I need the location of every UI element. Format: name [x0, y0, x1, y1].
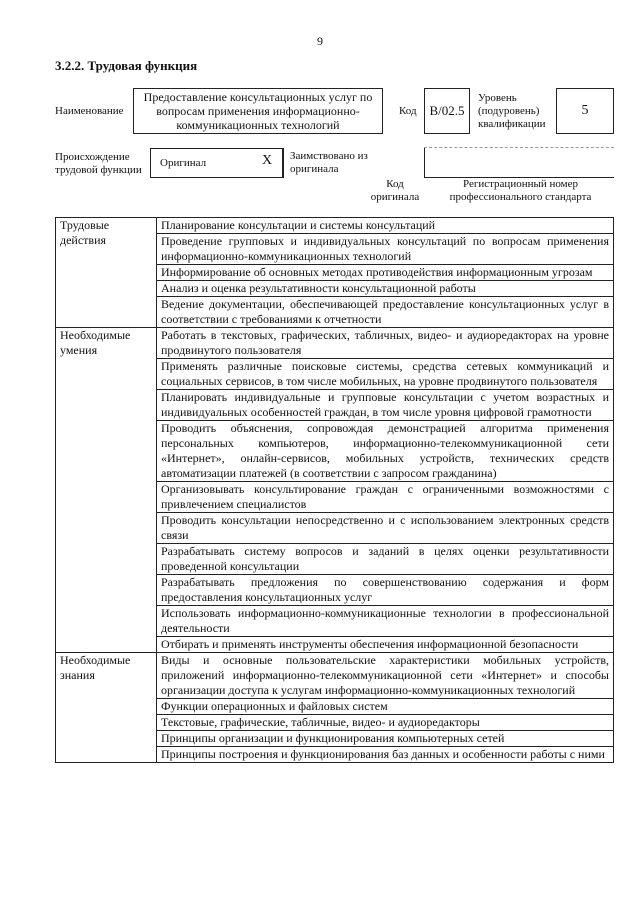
name-label: Наименование — [55, 105, 124, 117]
table-row — [56, 218, 614, 234]
level-label: Уровень (подуровень) квалификации — [478, 92, 546, 130]
original-label: Оригинал — [160, 157, 207, 169]
table-cell: Организовывать консультирование граждан с ограниченными возможностями с привлечением специалистов — [157, 482, 614, 513]
table-cell: Проводить консультации непосредственно и с использованием электронных средств связи — [157, 513, 614, 544]
table-cell: Функции операционных и файловых систем — [157, 699, 614, 715]
table-cell: Проводить объяснения, сопровождая демонстрацией алгоритма применения персональных компьютеров, информационно-телекоммуникационной сети «Интернет», онлайн-сервисов, мобильных устройств, технических средств автоматизации платежей (в соответствии с запросом гражданина) — [157, 421, 614, 482]
divider — [283, 148, 284, 178]
table-cell: Планирование консультации и системы консультаций — [157, 218, 614, 234]
function-code-box: B/02.5 — [424, 88, 470, 134]
table-cell: Информирование об основных методах противодействия информационным угрозам — [157, 265, 614, 281]
section-title: 3.2.2. Трудовая функция — [55, 58, 198, 73]
origin-label: Происхождение трудовой функции — [55, 151, 142, 176]
table-cell: Текстовые, графические, табличные, видео- и аудиоредакторы — [157, 715, 614, 731]
table-cell: Работать в текстовых, графических, табличных, видео- и аудиоредакторах на уровне продвинутого пользователя — [157, 328, 614, 359]
table-cell: Ведение документации, обеспечивающей предоставление консультационных услуг в соответствии с требованиями к отчетности — [157, 297, 614, 328]
divider — [424, 147, 614, 148]
section-title-cell: Необходимые знания — [56, 653, 157, 763]
table-cell: Отбирать и применять инструменты обеспечения информационной безопасности — [157, 637, 614, 653]
table-cell: Разрабатывать предложения по совершенствованию содержания и форм предоставления консультационных услуг — [157, 575, 614, 606]
table-cell: Разрабатывать систему вопросов и заданий в целях оценки результативности проведенной консультации — [157, 544, 614, 575]
reg-number-caption: Регистрационный номер профессионального стандарта — [449, 178, 592, 203]
table-cell: Проведение групповых и индивидуальных консультаций по вопросам применения информационно-коммуникационных технологий — [157, 234, 614, 265]
function-table — [55, 217, 614, 763]
table-cell: Использовать информационно-коммуникационные технологии в профессиональной деятельности — [157, 606, 614, 637]
table-cell: Виды и основные пользовательские характеристики мобильных устройств, приложений информационно-телекоммуникационной сети «Интернет» и способы организации доступа к услугам информационно-коммуникационных технологий — [157, 653, 614, 699]
code-label: Код — [399, 105, 417, 117]
original-mark: X — [262, 153, 273, 168]
registration-box — [424, 148, 614, 178]
table-row — [56, 653, 614, 699]
section-title-cell: Необходимые умения — [56, 328, 157, 653]
section-title-cell: Трудовые действия — [56, 218, 157, 328]
code-original-caption: Код оригинала — [370, 178, 420, 203]
page-number: 9 — [317, 34, 323, 48]
table-cell: Применять различные поисковые системы, средства сетевых коммуникаций и социальных сервисов, в том числе мобильных, на уровне продвинутого пользователя — [157, 359, 614, 390]
table-cell: Анализ и оценка результативности консультационной работы — [157, 281, 614, 297]
table-row — [56, 328, 614, 359]
table-cell: Принципы построения и функционирования баз данных и особенности работы с ними — [157, 747, 614, 763]
borrowed-label: Заимствовано из оригинала — [290, 150, 368, 175]
table-cell: Планировать индивидуальные и групповые консультации с учетом возрастных и индивидуальных особенностей граждан, в том числе уровня цифровой грамотности — [157, 390, 614, 421]
level-box: 5 — [556, 88, 614, 134]
table-cell: Принципы организации и функционирования компьютерных сетей — [157, 731, 614, 747]
function-name-box: Предоставление консультационных услуг по вопросам применения информационно-коммуникационных технологий — [133, 88, 383, 134]
